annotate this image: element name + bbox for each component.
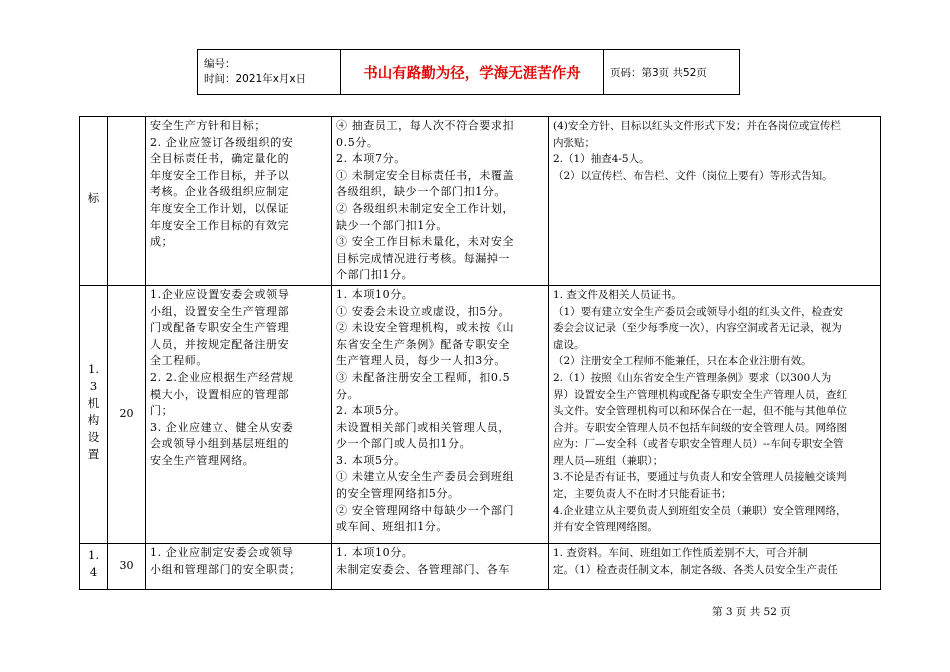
requirement-cell [146, 117, 332, 286]
method-line: （2）注册安全工程师不能兼任，只在本企业注册有效。 [553, 355, 812, 368]
page-header [197, 49, 740, 95]
standard-line: 1. 本项10分。 [336, 287, 414, 301]
method-line: 合并。专职安全管理人员不包括车间级的安全管理人员。网络图 [553, 421, 847, 434]
requirement-line: 年度安全工作目标，并予以 [150, 168, 290, 182]
requirement-line: 模大小，设置相应的管理部 [150, 387, 290, 401]
method-line: 2.（1）按照《山东省安全生产管理条例》要求（以300人为 [553, 371, 832, 384]
standard-line: 生产管理人员，每少一人扣3分。 [336, 354, 506, 368]
standard-line: 缺少一个部门扣1分。 [336, 218, 448, 232]
table-row [80, 285, 881, 543]
standard-line: 未设置相关部门或相关管理人员， [336, 420, 510, 434]
standard-line: 分。 [336, 387, 360, 401]
standard-line: 0.5分。 [336, 135, 379, 149]
item-label-line: 设 [87, 429, 100, 444]
table-row [80, 543, 881, 589]
method-line: （1）要有建立安全生产委员会或领导小组的红头文件，检查安 [553, 305, 844, 318]
item-label-line: 1. [88, 547, 99, 562]
method-line: 内张贴； [553, 136, 595, 149]
table-row [80, 117, 881, 286]
standard-cell [332, 285, 549, 543]
method-line: 1. 查文件及相关人员证书。 [553, 288, 682, 301]
requirement-line: 小组和管理部门的安全职责； [150, 562, 301, 576]
requirement-line: 1.企业应设置安委会或领导 [150, 287, 290, 301]
method-cell [549, 285, 881, 543]
requirement-line: 年度安全工作目标的有效完 [150, 218, 290, 232]
requirement-cell [146, 543, 332, 589]
method-line: 1. 查资料。车间、班组如工作性质差别不大，可合并制 [553, 546, 808, 559]
item-label-cell [80, 117, 108, 286]
standard-line: ① 未建立从安全生产委员会到班组 [336, 470, 515, 484]
standard-line: 个部门扣1分。 [336, 268, 414, 282]
standard-line: 的安全管理网络扣5分。 [336, 487, 460, 501]
standard-line: ② 各级组织未制定安全工作计划， [336, 201, 515, 215]
assessment-table [79, 116, 881, 590]
standard-line: 2. 本项7分。 [336, 152, 406, 166]
standard-line: 或车间、班组扣1分。 [336, 520, 448, 534]
score-cell [108, 117, 146, 286]
requirement-line: 考核。企业各级组织应制定 [150, 185, 290, 199]
standard-line: 1. 本项10分。 [336, 545, 414, 559]
item-label-line: 4 [89, 564, 98, 579]
standard-line: ② 未设安全管理机构，或未按《山 [336, 321, 515, 335]
method-line: 定。（1）检查责任制文本，制定各级、各类人员安全生产责任 [553, 563, 838, 576]
requirement-line: 3. 企业应建立、健全从安委 [150, 420, 294, 434]
method-line: 4.企业建立从主要负责人到班组安全员（兼职）安全管理网络， [553, 504, 847, 517]
item-label-line: 置 [87, 446, 100, 461]
item-label-cell [80, 285, 108, 543]
method-line: 应为：厂—安全科（或者专职安全管理人员）--车间专职安全管 [553, 438, 844, 451]
requirement-line: 安全生产管理网络。 [150, 453, 255, 467]
score-cell: 20 [108, 285, 146, 543]
standard-line: 少一个部门或人员扣1分。 [336, 437, 472, 451]
method-line: 界）设置安全生产管理机构或配备专职安全生产管理人员，查红 [553, 388, 847, 401]
item-label-line: 3 [89, 378, 98, 393]
method-line: 头文件。安全管理机构可以和环保合在一起，但不能与其他单位 [553, 405, 847, 418]
method-line: 定，主要负责人不在时才只能看证书； [553, 488, 732, 501]
method-line: 理人员—班组（兼职）； [553, 454, 664, 467]
method-line: 并有安全管理网络图。 [553, 521, 658, 534]
requirement-line: 安全生产方针和目标； [150, 119, 266, 132]
requirement-cell [146, 285, 332, 543]
page-label: 页码：第3页 共52页 [604, 50, 740, 95]
requirement-line: 年度安全工作计划，以保证 [150, 201, 290, 215]
standard-line: 未制定安委会、各管理部门、各车 [336, 562, 510, 576]
standard-line: ④ 抽查员工，每人次不符合要求扣 [336, 119, 515, 132]
item-label-line: 构 [87, 412, 100, 427]
standard-line: 目标完成情况进行考核。每漏掉一 [336, 251, 510, 265]
item-label-line: 机 [87, 395, 100, 410]
method-line: 3.不论是否有证书，要通过与负责人和安全管理人员接触交谈判 [553, 471, 847, 484]
standard-line: ③ 安全工作目标未量化，未对安全 [336, 235, 515, 249]
motto: 书山有路勤为径，学海无涯苦作舟 [341, 50, 604, 95]
standard-line: ① 未制定安全目标责任书，未覆盖 [336, 168, 515, 182]
method-line: (4)安全方针、目标以红头文件形式下发；并在各岗位或宣传栏 [553, 120, 841, 132]
standard-line: ② 安全管理网络中每缺少一个部门 [336, 503, 515, 517]
method-line: 2.（1）抽查4-5人。 [553, 153, 650, 166]
method-line: 虚设。 [553, 338, 585, 351]
method-cell [549, 543, 881, 589]
standard-cell [332, 543, 549, 589]
standard-line: 2. 本项5分。 [336, 404, 406, 418]
standard-line: ① 安委会未设立或虚设，扣5分。 [336, 304, 511, 318]
item-label-line: 标 [87, 190, 100, 205]
page-footer: 第 3 页 共 52 页 [712, 606, 791, 618]
standard-line: 东省安全生产条例》配备专职安全 [336, 337, 510, 351]
method-cell [549, 117, 881, 286]
item-label-cell [80, 543, 108, 589]
standard-line: 各级组织，缺少一个部门扣1分。 [336, 185, 506, 199]
time-label: 时间：2021年x月x日 [204, 73, 307, 85]
requirement-line: 小组，设置安全生产管理部 [150, 304, 290, 318]
requirement-line: 1. 企业应制定安委会或领导 [150, 545, 294, 559]
number-label: 编号： [204, 58, 236, 70]
score-cell: 30 [108, 543, 146, 589]
method-line: （2）以宣传栏、布告栏、文件（岗位上要有）等形式告知。 [553, 169, 833, 182]
standard-cell [332, 117, 549, 286]
requirement-line: 全工程师。 [150, 354, 208, 368]
requirement-line: 人员，并按规定配备注册安 [150, 337, 290, 351]
requirement-line: 2. 企业应签订各级组织的安 [150, 135, 294, 149]
header-meta-cell [198, 50, 341, 95]
requirement-line: 成； [150, 235, 174, 249]
requirement-line: 会或领导小组到基层班组的 [150, 437, 290, 451]
standard-line: 3. 本项5分。 [336, 453, 406, 467]
method-line: 委会会议记录（至少每季度一次），内容空洞或者无记录，视为 [553, 322, 842, 335]
requirement-line: 门或配备专职安全生产管理 [150, 321, 290, 335]
requirement-line: 门； [150, 404, 174, 418]
item-label-line: 1. [88, 361, 99, 376]
requirement-line: 全目标责任书，确定量化的 [150, 152, 290, 166]
requirement-line: 2. 2.企业应根据生产经营规 [150, 370, 294, 384]
standard-line: ③ 未配备注册安全工程师，扣0.5 [336, 370, 511, 384]
